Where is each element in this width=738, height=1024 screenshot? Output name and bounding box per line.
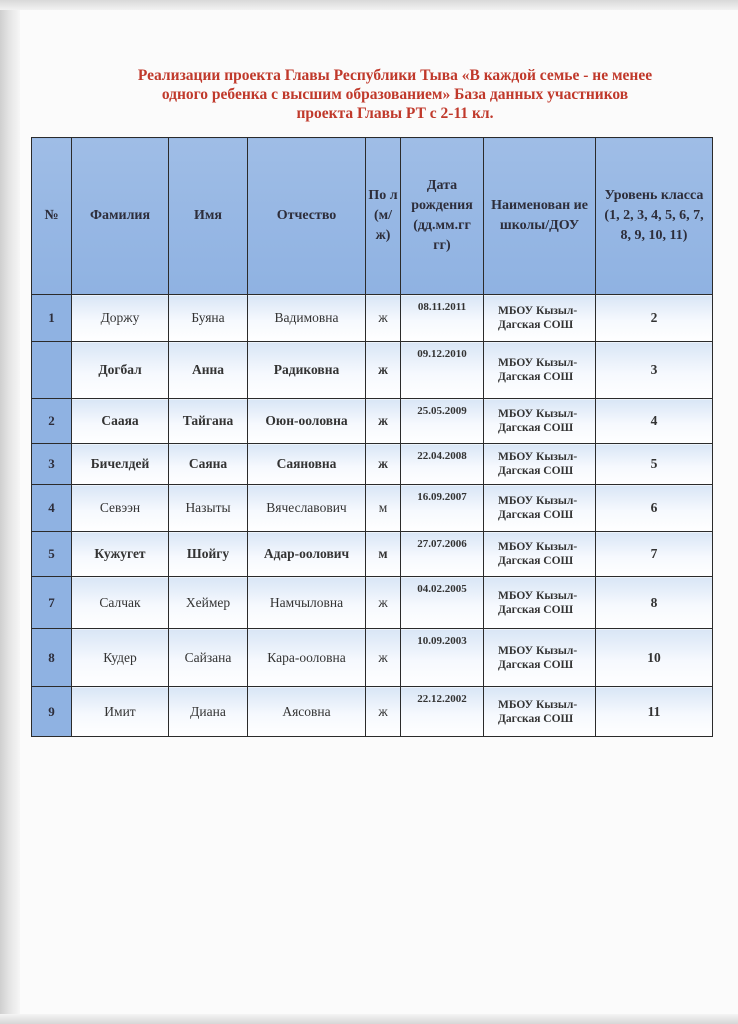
row-school: [484, 532, 596, 577]
row-grade: 8: [596, 577, 713, 629]
school-line-2: Дагская СОШ: [498, 603, 574, 616]
row-dob: 09.12.2010: [401, 342, 484, 399]
row-name: Шойгу: [169, 532, 248, 577]
header-row: [32, 138, 713, 295]
table-row: [32, 399, 713, 444]
header-dob: Дата рождения (дд.мм.гг гг): [401, 138, 484, 295]
school-line-2: Дагская СОШ: [498, 712, 574, 725]
row-patronymic: Вадимовна: [248, 295, 366, 342]
header-grade: Уровень класса (1, 2, 3, 4, 5, 6, 7, 8, 9, 10, 11): [596, 138, 713, 295]
school-line-1: МБОУ Кызыл-: [498, 698, 578, 711]
row-school: [484, 342, 596, 399]
row-name: Саяна: [169, 444, 248, 485]
row-num: 8: [32, 629, 72, 687]
row-dob: 22.12.2002: [401, 687, 484, 737]
row-patronymic: Кара-ооловна: [248, 629, 366, 687]
header-surname: Фамилия: [72, 138, 169, 295]
participants-table: [31, 137, 713, 737]
row-patronymic: Аясовна: [248, 687, 366, 737]
row-sex: ж: [366, 444, 401, 485]
row-name: Сайзана: [169, 629, 248, 687]
school-line-2: Дагская СОШ: [498, 422, 574, 434]
school-line-1: МБОУ Кызыл-: [498, 357, 578, 369]
row-sex: ж: [366, 295, 401, 342]
row-dob: 16.09.2007: [401, 485, 484, 532]
row-surname: Кудер: [72, 629, 169, 687]
row-sex: ж: [366, 629, 401, 687]
row-surname: Доржу: [72, 295, 169, 342]
row-num: 5: [32, 532, 72, 577]
header-name: Имя: [169, 138, 248, 295]
header-patronymic: Отчество: [248, 138, 366, 295]
row-dob: 08.11.2011: [401, 295, 484, 342]
row-patronymic: Радиковна: [248, 342, 366, 399]
scan-shadow-top: [0, 0, 738, 10]
row-sex: ж: [366, 399, 401, 444]
table-row: [32, 444, 713, 485]
row-surname: Бичелдей: [72, 444, 169, 485]
row-name: Хеймер: [169, 577, 248, 629]
row-num: 4: [32, 485, 72, 532]
row-grade: 4: [596, 399, 713, 444]
row-school: [484, 399, 596, 444]
title-line-3: проекта Главы РТ с 2-11 кл.: [296, 105, 494, 122]
school-line-1: МБОУ Кызыл-: [498, 451, 578, 463]
row-surname: Кужугет: [72, 532, 169, 577]
table-row: [32, 295, 713, 342]
table-row: [32, 532, 713, 577]
row-school: [484, 485, 596, 532]
row-name: Тайгана: [169, 399, 248, 444]
row-grade: 7: [596, 532, 713, 577]
school-line-2: Дагская СОШ: [498, 509, 574, 521]
row-dob: 10.09.2003: [401, 629, 484, 687]
row-school: [484, 444, 596, 485]
school-line-2: Дагская СОШ: [498, 658, 574, 671]
row-grade: 11: [596, 687, 713, 737]
table-row: [32, 629, 713, 687]
row-school: [484, 629, 596, 687]
row-name: Буяна: [169, 295, 248, 342]
table-row: [32, 577, 713, 629]
row-dob: 27.07.2006: [401, 532, 484, 577]
row-dob: 25.05.2009: [401, 399, 484, 444]
row-name: Анна: [169, 342, 248, 399]
school-line-1: МБОУ Кызыл-: [498, 644, 578, 657]
school-line-1: МБОУ Кызыл-: [498, 408, 578, 420]
row-patronymic: Саяновна: [248, 444, 366, 485]
table-row: [32, 342, 713, 399]
row-grade: 6: [596, 485, 713, 532]
row-sex: ж: [366, 687, 401, 737]
scan-shadow-bottom: [0, 1014, 738, 1024]
row-patronymic: Вячеславович: [248, 485, 366, 532]
row-school: [484, 295, 596, 342]
row-num: 2: [32, 399, 72, 444]
row-grade: 2: [596, 295, 713, 342]
row-surname: Салчак: [72, 577, 169, 629]
row-patronymic: Оюн-ооловна: [248, 399, 366, 444]
header-sex: По л (м/ ж): [366, 138, 401, 295]
row-num: 3: [32, 444, 72, 485]
school-line-2: Дагская СОШ: [498, 555, 574, 567]
row-name: Диана: [169, 687, 248, 737]
row-grade: 3: [596, 342, 713, 399]
row-sex: м: [366, 532, 401, 577]
row-sex: ж: [366, 577, 401, 629]
row-school: [484, 577, 596, 629]
row-num: 7: [32, 577, 72, 629]
row-dob: 22.04.2008: [401, 444, 484, 485]
row-surname: Догбал: [72, 342, 169, 399]
header-num: №: [32, 138, 72, 295]
school-line-2: Дагская СОШ: [498, 465, 574, 477]
row-dob: 04.02.2005: [401, 577, 484, 629]
scan-shadow-left: [0, 0, 20, 1024]
row-school: [484, 687, 596, 737]
title-line-2: одного ребенка с высшим образованием» База данных участников: [161, 86, 629, 103]
document-title: [95, 66, 695, 123]
row-grade: 10: [596, 629, 713, 687]
school-line-1: МБОУ Кызыл-: [498, 305, 578, 317]
school-line-1: МБОУ Кызыл-: [498, 541, 578, 553]
school-line-1: МБОУ Кызыл-: [498, 589, 578, 602]
row-surname: Имит: [72, 687, 169, 737]
row-num: 9: [32, 687, 72, 737]
row-sex: м: [366, 485, 401, 532]
school-line-2: Дагская СОШ: [498, 371, 574, 383]
row-num: 1: [32, 295, 72, 342]
row-patronymic: Адар-оолович: [248, 532, 366, 577]
school-line-1: МБОУ Кызыл-: [498, 495, 578, 507]
row-name: Назыты: [169, 485, 248, 532]
row-num: [32, 342, 72, 399]
row-surname: Севээн: [72, 485, 169, 532]
header-school: Наименован ие школы/ДОУ: [484, 138, 596, 295]
table-row: [32, 485, 713, 532]
table-row: [32, 687, 713, 737]
row-surname: Сааяа: [72, 399, 169, 444]
row-sex: ж: [366, 342, 401, 399]
row-patronymic: Намчыловна: [248, 577, 366, 629]
school-line-2: Дагская СОШ: [498, 319, 574, 331]
row-grade: 5: [596, 444, 713, 485]
title-line-1: Реализации проекта Главы Республики Тыва «В каждой семье - не менее: [137, 67, 653, 84]
